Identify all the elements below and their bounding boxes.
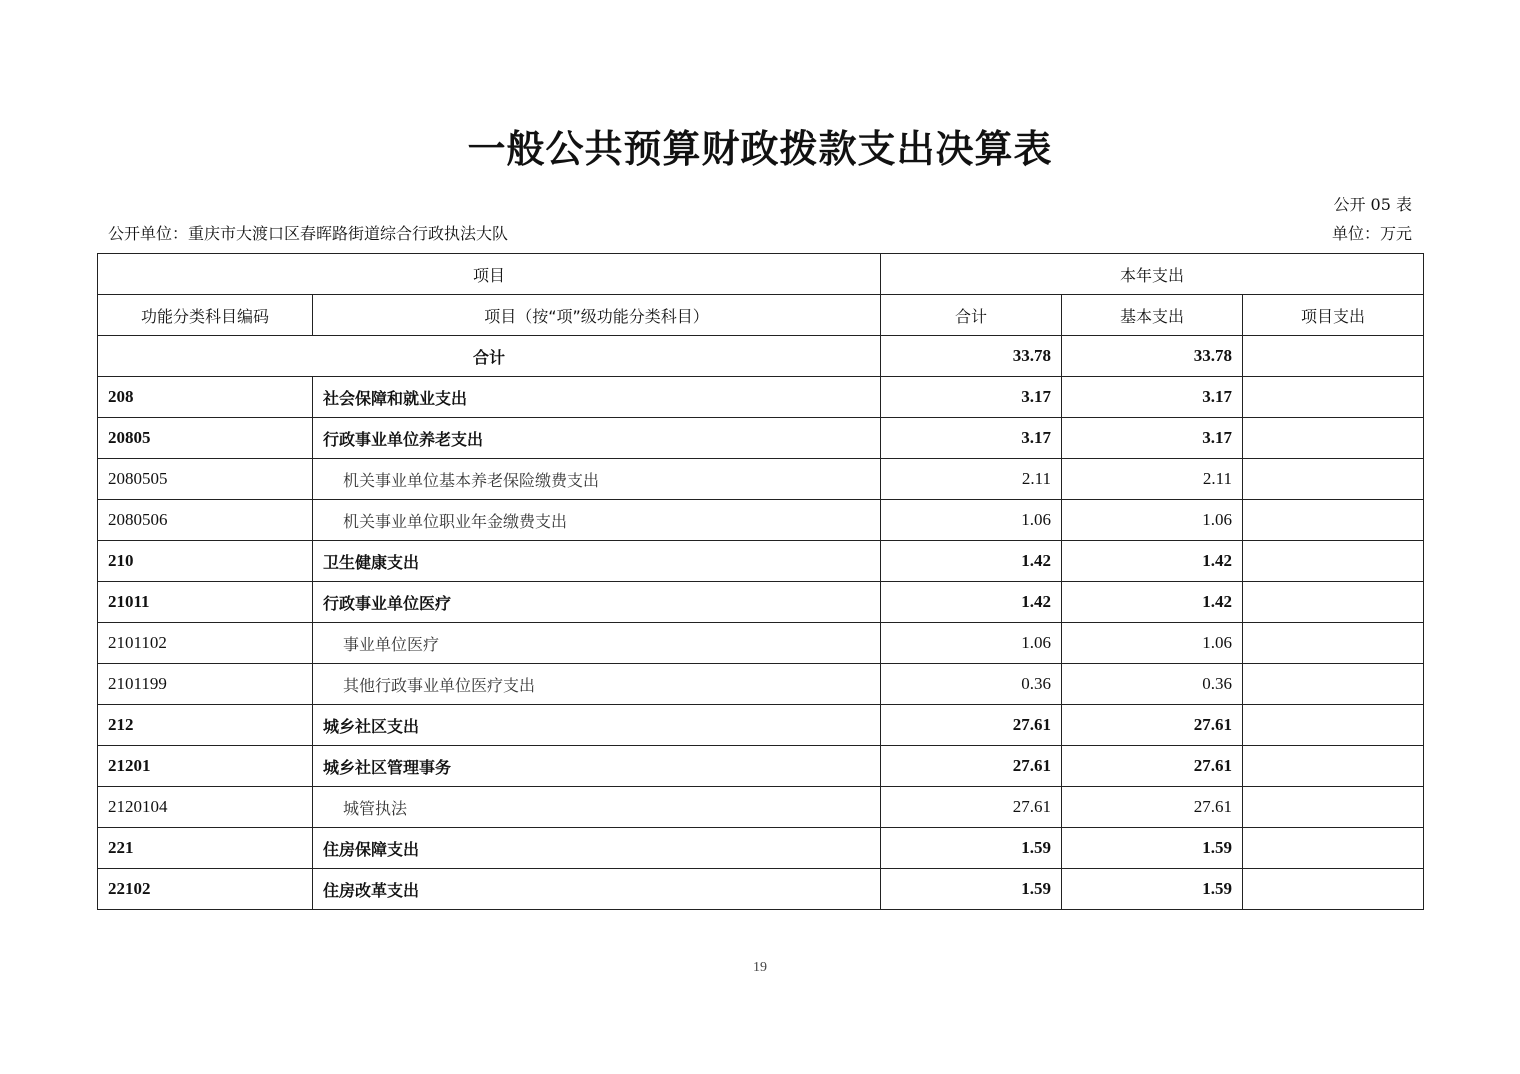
table-row <box>98 828 1424 869</box>
row-basic: 1.59 <box>1062 869 1243 910</box>
expenditure-table <box>97 253 1424 910</box>
row-basic: 27.61 <box>1062 787 1243 828</box>
row-basic: 27.61 <box>1062 705 1243 746</box>
total-row <box>98 336 1424 377</box>
table-row <box>98 459 1424 500</box>
row-name: 机关事业单位职业年金缴费支出 <box>313 500 881 541</box>
table-row <box>98 623 1424 664</box>
row-project <box>1243 459 1424 500</box>
row-code: 22102 <box>98 869 313 910</box>
row-name: 行政事业单位养老支出 <box>313 418 881 459</box>
form-number: 公开 05 表 <box>1333 195 1412 214</box>
row-code: 2080505 <box>98 459 313 500</box>
table-row <box>98 377 1424 418</box>
row-project <box>1243 541 1424 582</box>
table-row <box>98 541 1424 582</box>
row-name: 住房保障支出 <box>313 828 881 869</box>
row-project <box>1243 418 1424 459</box>
row-total: 27.61 <box>881 705 1062 746</box>
row-basic: 1.42 <box>1062 582 1243 623</box>
row-project <box>1243 500 1424 541</box>
row-total: 1.06 <box>881 623 1062 664</box>
header-row-2 <box>98 295 1424 336</box>
table-row <box>98 582 1424 623</box>
page-title: 一般公共预算财政拨款支出决算表 <box>467 127 1053 171</box>
header-row-1 <box>98 254 1424 295</box>
row-total: 27.61 <box>881 787 1062 828</box>
table-row <box>98 664 1424 705</box>
header-current-year: 本年支出 <box>881 254 1424 295</box>
header-project: 项目支出 <box>1243 295 1424 336</box>
currency-unit: 单位：万元 <box>1331 224 1412 243</box>
header-name: 项目（按“项”级功能分类科目） <box>313 295 881 336</box>
row-code: 210 <box>98 541 313 582</box>
page-number: 19 <box>753 960 767 975</box>
row-basic: 1.06 <box>1062 623 1243 664</box>
table-row <box>98 418 1424 459</box>
row-code: 21011 <box>98 582 313 623</box>
row-total: 1.59 <box>881 828 1062 869</box>
row-basic: 3.17 <box>1062 377 1243 418</box>
row-name: 城乡社区管理事务 <box>313 746 881 787</box>
header-item: 项目 <box>98 254 881 295</box>
row-total: 1.59 <box>881 869 1062 910</box>
row-total: 2.11 <box>881 459 1062 500</box>
row-code: 2101199 <box>98 664 313 705</box>
row-code: 221 <box>98 828 313 869</box>
row-name: 行政事业单位医疗 <box>313 582 881 623</box>
table-row <box>98 787 1424 828</box>
row-name: 社会保障和就业支出 <box>313 377 881 418</box>
row-name: 城管执法 <box>313 787 881 828</box>
total-project <box>1243 336 1424 377</box>
row-code: 2101102 <box>98 623 313 664</box>
row-basic: 1.06 <box>1062 500 1243 541</box>
row-project <box>1243 705 1424 746</box>
row-total: 0.36 <box>881 664 1062 705</box>
row-total: 1.06 <box>881 500 1062 541</box>
row-name: 住房改革支出 <box>313 869 881 910</box>
row-project <box>1243 664 1424 705</box>
row-project <box>1243 787 1424 828</box>
row-code: 2080506 <box>98 500 313 541</box>
reporting-unit: 公开单位：重庆市大渡口区春晖路街道综合行政执法大队 <box>108 224 509 243</box>
row-total: 3.17 <box>881 418 1062 459</box>
table-row <box>98 705 1424 746</box>
total-label: 合计 <box>98 336 881 377</box>
row-project <box>1243 377 1424 418</box>
row-code: 2120104 <box>98 787 313 828</box>
row-total: 27.61 <box>881 746 1062 787</box>
total-total: 33.78 <box>881 336 1062 377</box>
row-project <box>1243 746 1424 787</box>
row-name: 卫生健康支出 <box>313 541 881 582</box>
header-code: 功能分类科目编码 <box>98 295 313 336</box>
row-code: 208 <box>98 377 313 418</box>
row-project <box>1243 623 1424 664</box>
row-name: 机关事业单位基本养老保险缴费支出 <box>313 459 881 500</box>
row-code: 21201 <box>98 746 313 787</box>
header-basic: 基本支出 <box>1062 295 1243 336</box>
total-basic: 33.78 <box>1062 336 1243 377</box>
row-basic: 27.61 <box>1062 746 1243 787</box>
row-project <box>1243 869 1424 910</box>
row-total: 1.42 <box>881 582 1062 623</box>
row-total: 3.17 <box>881 377 1062 418</box>
row-basic: 2.11 <box>1062 459 1243 500</box>
row-code: 20805 <box>98 418 313 459</box>
row-project <box>1243 828 1424 869</box>
row-basic: 3.17 <box>1062 418 1243 459</box>
table-row <box>98 746 1424 787</box>
row-name: 其他行政事业单位医疗支出 <box>313 664 881 705</box>
row-basic: 1.59 <box>1062 828 1243 869</box>
row-code: 212 <box>98 705 313 746</box>
row-total: 1.42 <box>881 541 1062 582</box>
row-name: 事业单位医疗 <box>313 623 881 664</box>
row-basic: 0.36 <box>1062 664 1243 705</box>
row-basic: 1.42 <box>1062 541 1243 582</box>
header-total: 合计 <box>881 295 1062 336</box>
table-row <box>98 869 1424 910</box>
row-name: 城乡社区支出 <box>313 705 881 746</box>
row-project <box>1243 582 1424 623</box>
table-row <box>98 500 1424 541</box>
